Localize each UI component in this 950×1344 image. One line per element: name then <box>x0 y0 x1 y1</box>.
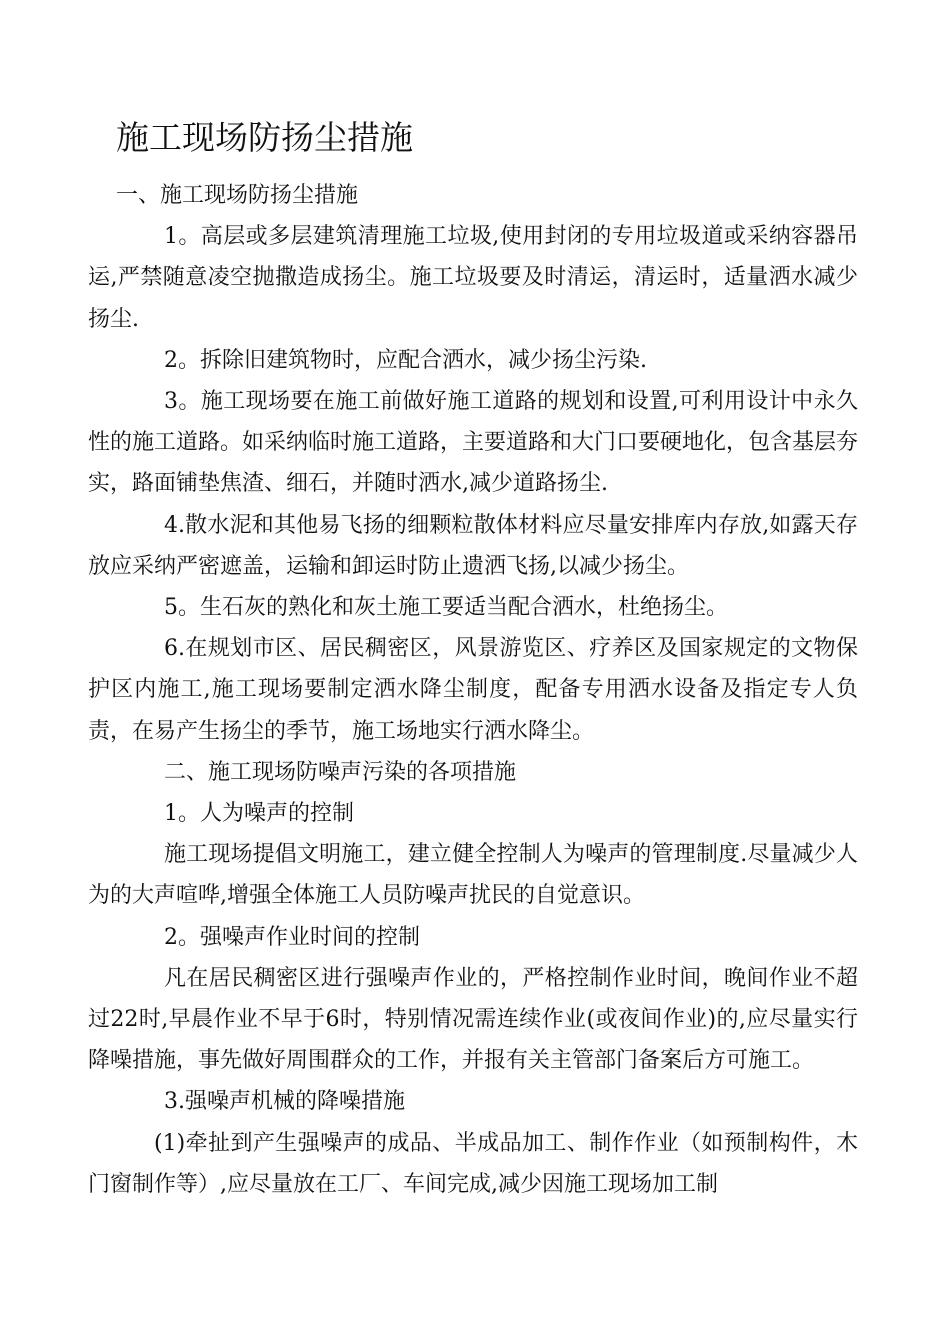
document-paragraph: 二、施工现场防噪声污染的各项措施 <box>164 759 517 785</box>
document-paragraph: 5。生石灰的熟化和灰土施工要适当配合洒水，杜绝扬尘。 <box>164 595 728 621</box>
document-paragraph: 3。施工现场要在施工前做好施工道路的规划和设置,可利用设计中永久性的施工道路。如采纳临时施工道路，主要道路和大门口要硬地化，包含基层夯实，路面铺垫焦渣、细石，并随时洒水,减少道路扬尘. <box>88 389 859 497</box>
document-paragraph: 6.在规划市区、居民稠密区，风景游览区、疗养区及国家规定的文物保护区内施工,施工现场要制定洒水降尘制度，配备专用洒水设备及指定专人负责，在易产生扬尘的季节，施工场地实行洒水降尘。 <box>88 636 858 744</box>
document-paragraph: 2。强噪声作业时间的控制 <box>164 924 420 950</box>
document-paragraph: 凡在居民稠密区进行强噪声作业的，严格控制作业时间，晚间作业不超过22时,早晨作业不早于6时，特别情况需连续作业(或夜间作业)的,应尽量实行降噪措施，事先做好周围群众的工作，并报有关主管部门备案后方可施工。 <box>88 965 858 1074</box>
document-paragraph: 4.散水泥和其他易飞扬的细颗粒散体材料应尽量安排库内存放,如露天存放应采纳严密遮盖，运输和卸运时防止遗洒飞扬,以减少扬尘。 <box>88 512 858 579</box>
document-paragraph: 3.强噪声机械的降噪措施 <box>164 1089 405 1115</box>
document-body <box>88 175 858 1205</box>
document-paragraph: 一、施工现场防扬尘措施 <box>116 183 359 208</box>
document-paragraph: 2。拆除旧建筑物时，应配合洒水，减少扬尘污染. <box>164 347 647 373</box>
document-paragraph: 1。高层或多层建筑清理施工垃圾,使用封闭的专用垃圾道或采纳容器吊运,严禁随意凌空抛撒造成扬尘。施工垃圾要及时清运，清运时，适量洒水减少扬尘. <box>88 224 858 332</box>
document-paragraph: (1)牵扯到产生强噪声的成品、半成品加工、制作作业（如预制构件，木门窗制作等）,应尽量放在工厂、车间完成,减少因施工现场加工制 <box>88 1130 858 1197</box>
document-paragraph: 1。人为噪声的控制 <box>164 801 354 827</box>
document-title: 施工现场防扬尘措施 <box>116 118 413 157</box>
document-paragraph: 施工现场提倡文明施工，建立健全控制人为噪声的管理制度.尽量减少人为的大声喧哗,增强全体施工人员防噪声扰民的自觉意识。 <box>88 842 858 909</box>
